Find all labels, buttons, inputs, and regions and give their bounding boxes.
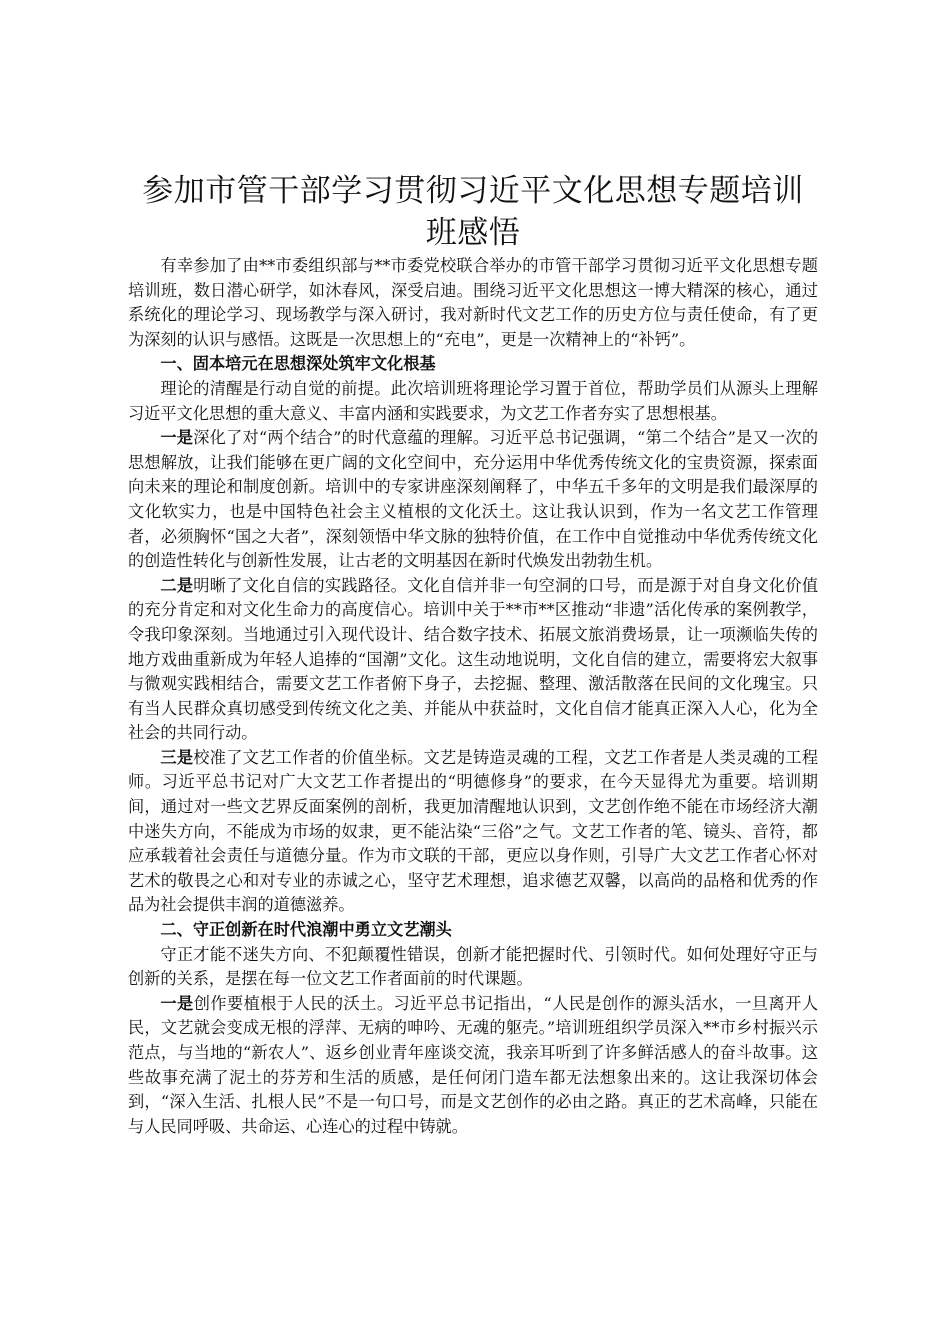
intro-paragraph: 有幸参加了由**市委组织部与**市委党校联合举办的市管干部学习贯彻习近平文化思想专题培训班，数日潜心研学，如沐春风，深受启迪。围绕习近平文化思想这一博大精深的核心，通过系统化的理论学习、现场教学与深入研讨，我对新时代文艺工作的历史方位与责任使命，有了更为深刻的认识与感悟。这既是一次思想上的“充电”，更是一次精神上的“补钙”。 [128, 256, 818, 349]
section-2-heading: 二、守正创新在时代浪潮中勇立文艺潮头 [160, 920, 452, 940]
point-lead: 一是 [160, 428, 194, 448]
section-1-intro: 理论的清醒是行动自觉的前提。此次培训班将理论学习置于首位，帮助学员们从源头上理解习近平文化思想的重大意义、丰富内涵和实践要求，为文艺工作者夯实了思想根基。 [128, 378, 818, 423]
section-2-point-1 [128, 992, 818, 1140]
point-text: 深化了对“两个结合”的时代意蕴的理解。习近平总书记强调，“第二个结合”是又一次的思想解放，让我们能够在更广阔的文化空间中，充分运用中华优秀传统文化的宝贵资源，探索面向未来的理论和制度创新。培训中的专家讲座深刻阐释了，中华五千多年的文明是我们最深厚的文化软实力，也是中国特色社会主义植根的文化沃土。这让我认识到，作为一名文艺工作管理者，必须胸怀“国之大者”，深刻领悟中华文脉的独特价值，在工作中自觉推动中华优秀传统文化的创造性转化与创新性发展，让古老的文明基因在新时代焕发出勃勃生机。 [128, 428, 819, 571]
document-page [128, 170, 818, 1139]
point-text: 创作要植根于人民的沃土。习近平总书记指出，“人民是创作的源头活水，一旦离开人民，文艺就会变成无根的浮萍、无病的呻吟、无魂的躯壳。”培训班组织学员深入**市乡村振兴示范点，与当地的“新农人”、返乡创业青年座谈交流，我亲耳听到了许多鲜活感人的奋斗故事。这些故事充满了泥土的芬芳和生活的质感，是任何闭门造车都无法想象出来的。这让我深切体会到，“深入生活、扎根人民”不是一句口号，而是文艺创作的必由之路。真正的艺术高峰，只能在与人民同呼吸、共命运、心连心的过程中铸就。 [128, 993, 819, 1136]
point-lead: 三是 [160, 747, 194, 767]
section-2-intro: 守正才能不迷失方向、不犯颠覆性错误，创新才能把握时代、引领时代。如何处理好守正与创新的关系，是摆在每一位文艺工作者面前的时代课题。 [128, 944, 818, 989]
point-text: 校准了文艺工作者的价值坐标。文艺是铸造灵魂的工程，文艺工作者是人类灵魂的工程师。习近平总书记对广大文艺工作者提出的“明德修身”的要求，在今天显得尤为重要。培训期间，通过对一些文艺界反面案例的剖析，我更加清醒地认识到，文艺创作绝不能在市场经济大潮中迷失方向，不能成为市场的奴隶，更不能沾染“三俗”之气。文艺工作者的笔、镜头、音符，都应承载着社会责任与道德分量。作为市文联的干部，更应以身作则，引导广大文艺工作者心怀对艺术的敬畏之心和对专业的赤诚之心，坚守艺术理想，追求德艺双馨，以高尚的品格和优秀的作品为社会提供丰润的道德滋养。 [128, 747, 819, 915]
section-1-heading: 一、固本培元在思想深处筑牢文化根基 [160, 354, 436, 374]
point-lead: 一是 [160, 993, 194, 1013]
point-text: 明晰了文化自信的实践路径。文化自信并非一句空洞的口号，而是源于对自身文化价值的充分肯定和对文化生命力的高度信心。培训中关于**市**区推动“非遗”活化传承的案例教学，令我印象深刻。当地通过引入现代设计、结合数字技术、拓展文旅消费场景，让一项濒临失传的地方戏曲重新成为年轻人追捧的“国潮”文化。这生动地说明，文化自信的建立，需要将宏大叙事与微观实践相结合，需要文艺工作者俯下身子，去挖掘、整理、激活散落在民间的文化瑰宝。只有当人民群众真切感受到传统文化之美、并能从中获益时，文化自信才能真正深入人心，化为全社会的共同行动。 [128, 575, 819, 743]
document-title: 参加市管干部学习贯彻习近平文化思想专题培训班感悟 [142, 173, 804, 251]
section-1-point-2 [128, 574, 818, 746]
section-1-point-3 [128, 746, 818, 918]
point-lead: 二是 [160, 575, 194, 595]
section-1-point-1 [128, 426, 818, 574]
